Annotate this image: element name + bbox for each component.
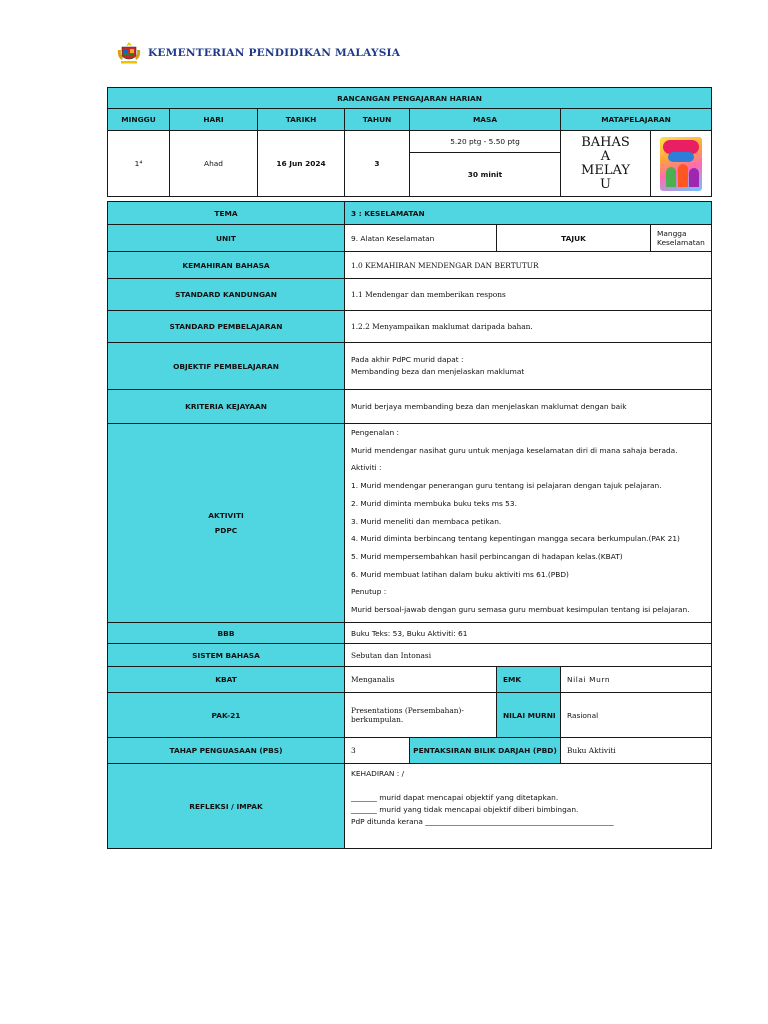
col-tahun: TAHUN [345, 109, 410, 131]
aktiviti-line: 6. Murid membuat latihan dalam buku aktiviti ms 61.(PBD) [351, 569, 569, 579]
masa-duration: 30 minit [410, 153, 561, 197]
kbat-value: Menganalis [345, 667, 497, 693]
aktiviti-line: Murid mendengar nasihat guru untuk menjaga keselamatan diri di mana sahaja berada. [351, 445, 678, 455]
kriteria-label: KRITERIA KEJAYAAN [108, 390, 345, 424]
textbook-cover [651, 131, 712, 197]
objektif-label: OBJEKTIF PEMBELAJARAN [108, 343, 345, 390]
aktiviti-label [108, 424, 345, 623]
col-masa: MASA [410, 109, 561, 131]
refleksi-content [345, 764, 712, 849]
unit-label: UNIT [108, 225, 345, 252]
standard-kandungan-value: 1.1 Mendengar dan memberikan respons [345, 279, 712, 311]
pak21-label: PAK-21 [108, 693, 345, 738]
table-title: RANCANGAN PENGAJARAN HARIAN [108, 88, 712, 109]
sistem-bahasa-label: SISTEM BAHASA [108, 644, 345, 667]
pbd-value: Buku Aktiviti [561, 738, 712, 764]
col-minggu: MINGGU [108, 109, 170, 131]
objektif-line: Pada akhir PdPC murid dapat : [351, 355, 464, 364]
kehadiran-line: KEHADIRAN : / [351, 769, 405, 778]
subject-line: MELAY [581, 162, 630, 178]
ministry-name: KEMENTERIAN PENDIDIKAN MALAYSIA [148, 47, 401, 59]
aktiviti-line: 5. Murid mempersembahkan hasil perbincangan di hadapan kelas.(KBAT) [351, 551, 623, 561]
sistem-bahasa-value: Sebutan dan Intonasi [345, 644, 712, 667]
tahap-label: TAHAP PENGUASAAN (PBS) [108, 738, 345, 764]
emk-label: EMK [497, 667, 561, 693]
malaysia-crest-icon [116, 41, 142, 65]
aktiviti-line: Pengenalan : [351, 428, 399, 437]
aktiviti-line: 3. Murid meneliti dan membaca petikan. [351, 516, 502, 526]
col-tarikh: TARIKH [258, 109, 345, 131]
tajuk-value: Mangga Keselamatan [651, 225, 712, 252]
nilai-murni-label: NILAI MURNI [497, 693, 561, 738]
aktiviti-line: Aktiviti : [351, 463, 382, 473]
pbd-label: PENTAKSIRAN BILIK DARJAH (PBD) [410, 738, 561, 764]
col-hari: HARI [170, 109, 258, 131]
tema-value: 3 : KESELAMATAN [345, 202, 712, 225]
tarikh-value: 16 Jun 2024 [258, 131, 345, 197]
aktiviti-label-2: PDPC [214, 526, 238, 535]
aktiviti-content [345, 424, 712, 623]
aktiviti-line: 2. Murid diminta membuka buku teks ms 53. [351, 498, 517, 508]
refleksi-label: REFLEKSI / IMPAK [108, 764, 345, 849]
refleksi-line-2: _______ murid yang tidak mencapai objektif diberi bimbingan. [351, 805, 579, 814]
tahap-value: 3 [345, 738, 410, 764]
col-matapelajaran: MATAPELAJARAN [561, 109, 712, 131]
kriteria-value: Murid berjaya membanding beza dan menjelaskan maklumat dengan baik [345, 390, 712, 424]
aktiviti-line: Murid bersoal-jawab dengan guru semasa guru membuat kesimpulan tentang isi pelajaran. [351, 605, 690, 615]
minggu-value: 1⁴ [108, 131, 170, 197]
lesson-plan-table [107, 87, 712, 849]
objektif-value [345, 343, 712, 390]
aktiviti-line: 1. Murid mendengar penerangan guru tentang isi pelajaran dengan tajuk pelajaran. [351, 481, 662, 491]
bbb-label: BBB [108, 623, 345, 644]
refleksi-line-3: PdP ditunda kerana ___________________________________________________ [351, 817, 614, 826]
kemahiran-value: 1.0 KEMAHIRAN MENDENGAR DAN BERTUTUR [345, 252, 712, 279]
subject-name [561, 131, 651, 197]
hari-value: Ahad [170, 131, 258, 197]
nilai-murni-value: Rasional [561, 693, 712, 738]
aktiviti-label-1: AKTIVITI [208, 511, 244, 520]
standard-pembelajaran-value: 1.2.2 Menyampaikan maklumat daripada bahan. [345, 311, 712, 343]
objektif-line: Membanding beza dan menjelaskan maklumat [351, 367, 525, 376]
subject-line: U [600, 176, 611, 192]
unit-value: 9. Alatan Keselamatan [345, 225, 497, 252]
page-header [116, 40, 400, 66]
tahun-value: 3 [345, 131, 410, 197]
aktiviti-line: Penutup : [351, 587, 387, 597]
standard-kandungan-label: STANDARD KANDUNGAN [108, 279, 345, 311]
kemahiran-label: KEMAHIRAN BAHASA [108, 252, 345, 279]
kbat-label: KBAT [108, 667, 345, 693]
aktiviti-line: 4. Murid diminta berbincang tentang kepentingan mangga secara berkumpulan.(PAK 21) [351, 534, 680, 544]
emk-value: Nilai Murn [561, 667, 712, 693]
bbb-value: Buku Teks: 53, Buku Aktiviti: 61 [345, 623, 712, 644]
standard-pembelajaran-label: STANDARD PEMBELAJARAN [108, 311, 345, 343]
refleksi-line-1: _______ murid dapat mencapai objektif yang ditetapkan. [351, 793, 559, 802]
tajuk-label: TAJUK [497, 225, 651, 252]
tema-label: TEMA [108, 202, 345, 225]
textbook-cover-image [660, 137, 702, 191]
subject-line: A [600, 148, 611, 164]
masa-range: 5.20 ptg - 5.50 ptg [410, 131, 561, 153]
subject-line: BAHAS [581, 134, 630, 150]
pak21-value: Presentations (Persembahan)-berkumpulan. [345, 693, 497, 738]
